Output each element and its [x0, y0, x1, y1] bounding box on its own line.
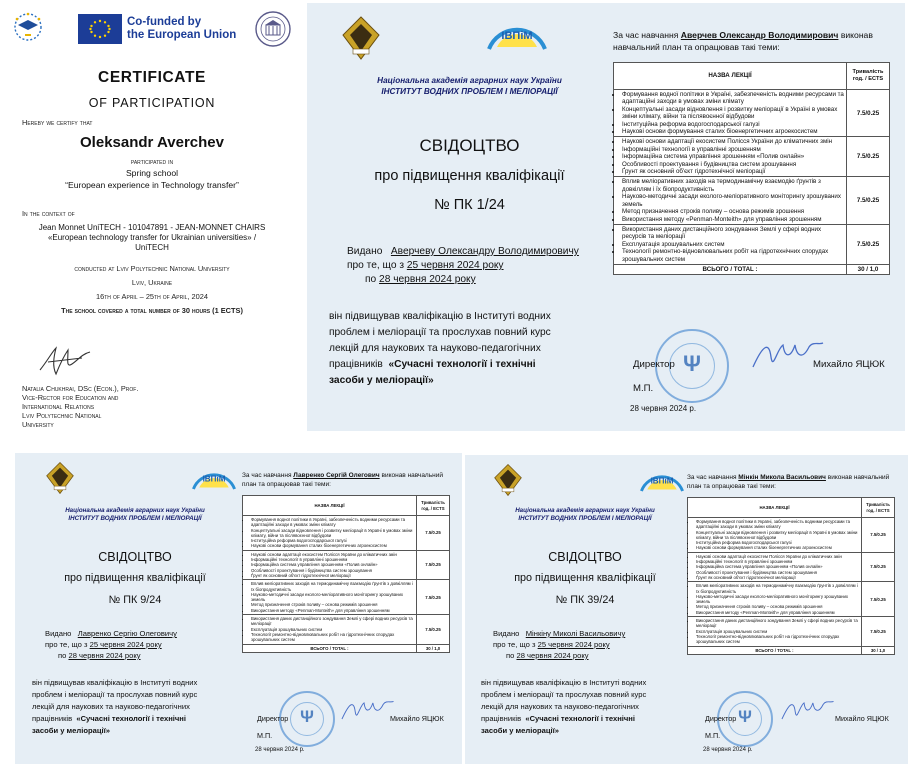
lecture-name-header: НАЗВА ЛЕКЦІЇ	[688, 498, 862, 518]
lecture-topics-cell	[614, 90, 847, 137]
list-item: • Ґрунт як основний об'єкт гідротехнічної меліорації	[622, 168, 845, 175]
list-item: • Інформаційна система управління зрошенням «Полив онлайн»	[251, 562, 415, 567]
list-item: • Наукові основи адаптації екосистем Полісся України до кліматичних змін	[696, 554, 860, 559]
certificate-purpose: про підвищення кваліфікації	[64, 572, 206, 584]
duration-cell: 7.5/0.25	[847, 177, 890, 224]
list-item: • Інституційна реформа водогосподарської галузі	[622, 121, 845, 128]
svg-text:ІВПіМ: ІВПіМ	[501, 30, 533, 42]
description-line-1: він підвищував кваліфікацію в Інституті водних	[481, 678, 647, 687]
table-row	[614, 177, 890, 224]
list-item: • Інституційна реформа водогосподарської галузі	[696, 540, 860, 545]
duration-cell: 7.5/0.25	[862, 518, 895, 553]
university-emblem-icon	[254, 10, 292, 48]
duration-header: Тривалість год. / ECTS	[417, 496, 450, 516]
duration-cell: 7.5/0.25	[862, 617, 895, 646]
table-row	[243, 580, 450, 615]
list-item: • Інституційна реформа водогосподарської галузі	[251, 538, 415, 543]
training-intro-topics: план та опрацював такі теми:	[242, 481, 331, 488]
course-title-a: «Сучасні технології і технічні	[525, 714, 636, 723]
naas-emblem-icon	[341, 15, 381, 61]
total-label: ВСЬОГО / TOTAL :	[688, 646, 862, 654]
certificate-subheading: OF PARTICIPATION	[88, 96, 216, 110]
lectures-table-header	[688, 498, 895, 518]
description-line-4-label: працівників	[32, 714, 73, 723]
participated-label: participated in	[130, 157, 174, 166]
training-intro	[242, 471, 452, 489]
signer-line-3: International Relations	[22, 402, 95, 411]
period-from-line	[347, 260, 504, 271]
svg-text:ІВПіМ: ІВПіМ	[650, 476, 674, 486]
dates-label: 16th of April – 25th of April, 2024	[96, 292, 208, 301]
qualification-certificate-1	[307, 3, 905, 431]
certificate-title: СВІДОЦТВО	[419, 136, 520, 155]
duration-cell: 7.5/0.25	[847, 224, 890, 264]
seal-label: М.П.	[257, 731, 273, 740]
training-intro-label: За час навчання	[613, 30, 679, 40]
list-item: • Інформаційні технології в управлінні зрошенням	[622, 146, 845, 153]
period-from-label: про те, що з	[45, 640, 88, 649]
table-row	[614, 90, 890, 137]
qualification-certificate-3	[465, 455, 908, 764]
iwpm-logo-icon	[189, 459, 239, 491]
table-row	[688, 518, 895, 553]
description-line-4-label: працівників	[329, 359, 383, 370]
list-item: • Експлуатація зрошувальних систем	[622, 241, 845, 248]
issued-label: Видано	[493, 629, 520, 638]
issued-line	[45, 629, 177, 638]
director-signature-icon	[337, 697, 397, 725]
list-item: • Наукові основи формування сталих біоенергетичних агроекосистем	[251, 543, 415, 548]
lecture-topics-cell	[614, 177, 847, 224]
table-row	[688, 617, 895, 646]
institute-name: ІНСТИТУТ ВОДНИХ ПРОБЛЕМ І МЕЛІОРАЦІЇ	[68, 515, 202, 522]
period-end-date: 28 червня 2024 року	[379, 274, 476, 285]
table-row	[614, 224, 890, 264]
period-from-line	[45, 640, 162, 649]
table-total-row	[243, 644, 450, 652]
training-intro-topics: план та опрацював такі теми:	[662, 42, 780, 52]
period-from-label: про те, що з	[493, 640, 536, 649]
trainee-name: Мінкін Микола Васильович	[738, 474, 826, 481]
list-item: • Ґрунт як основний об'єкт гідротехнічної меліорації	[696, 575, 860, 580]
project-line-1: Jean Monnet UniTECH - 101047891 - JEAN-MONNET CHAIRS	[38, 223, 266, 232]
description-line-4	[329, 357, 629, 373]
svg-text:ІВПіМ: ІВПіМ	[202, 474, 226, 484]
eu-stars-icon	[80, 16, 120, 42]
seal-label: М.П.	[705, 731, 721, 740]
training-intro	[687, 473, 899, 491]
seal-label: М.П.	[633, 383, 654, 394]
certificate-number: № ПК 9/24	[108, 594, 162, 606]
issued-line	[347, 246, 579, 257]
certificate-number: № ПК 39/24	[555, 594, 615, 606]
list-item: • Наукові основи формування сталих біоенергетичних агроекосистем	[622, 128, 845, 135]
list-item: • Метод призначення строків поливу – основа режимів зрошення	[251, 602, 415, 607]
lecture-topics-cell	[688, 518, 862, 553]
conducted-label: conducted at Lviv Polytechnic National University	[74, 264, 230, 273]
lecture-name-header: НАЗВА ЛЕКЦІЇ	[614, 63, 847, 90]
sign-date: 28 червня 2024 р.	[630, 404, 697, 413]
list-item: • Технології ремонтно-відновлювальних робіт на гідротехнічних спорудах зрошувальних систем	[696, 634, 860, 645]
list-item: • Наукові основи формування сталих біоенергетичних агроекосистем	[696, 545, 860, 550]
lecture-topics-cell	[688, 552, 862, 581]
course-title-a: «Сучасні технології і технічні	[76, 714, 187, 723]
school-title: “European experience in Technology transfer”	[65, 180, 239, 190]
list-item: • Використання даних дистанційного зондування Землі у сфері водних ресурсів та меліорації	[622, 226, 845, 241]
sign-date: 28 червня 2024 р.	[255, 747, 305, 753]
recipient-name: Мінкіну Миколі Васильовичу	[525, 629, 626, 638]
place-label: Lviv, Ukraine	[131, 278, 173, 287]
lecture-name-header: НАЗВА ЛЕКЦІЇ	[243, 496, 417, 516]
certificate-title: СВІДОЦТВО	[548, 550, 622, 564]
list-item: • Вплив меліоративних заходів на термодинамічну взаємодію ґрунтів з довкіллям і їх біопродуктивність	[251, 581, 415, 592]
trainee-name: Лавренко Сергій Олегович	[293, 472, 380, 479]
duration-cell: 7.5/0.25	[417, 615, 450, 644]
participation-certificate	[0, 0, 304, 436]
list-item: • Експлуатація зрошувальних систем	[251, 627, 415, 632]
list-item: • Науково-методичні засади еколого-меліоративного моніторингу зрошуваних земель	[696, 594, 860, 605]
list-item: • Технології ремонтно-відновлювальних робіт на гідротехнічних спорудах зрошувальних систем	[251, 632, 415, 643]
hours-label: The school covered a total number of 30 hours (1 ECTS)	[61, 306, 243, 315]
duration-cell: 7.5/0.25	[862, 582, 895, 617]
lectures-table-header	[614, 63, 890, 90]
certificate-heading: CERTIFICATE	[98, 69, 206, 86]
naas-emblem-icon	[45, 461, 75, 495]
project-line-2: «European technology transfer for Ukrainian universities» /	[47, 233, 257, 242]
list-item: • Ґрунт як основний об'єкт гідротехнічної меліорації	[251, 573, 415, 578]
lecture-topics-cell	[243, 516, 417, 551]
signer-line-1: Natalia Chukhrai, DSc (Econ.), Prof.	[22, 384, 139, 393]
sign-date: 28 червня 2024 р.	[703, 747, 753, 753]
duration-cell: 7.5/0.25	[847, 137, 890, 177]
context-label: In the context of	[22, 209, 75, 218]
list-item: • Формування водної політики в Україні, забезпеченість водними ресурсами та адаптаційні заходи в умовах зміни клімату	[622, 91, 845, 106]
table-row	[688, 582, 895, 617]
list-item: • Використання методу «Penman-Monteith» для управління зрошенням	[696, 610, 860, 615]
course-description	[481, 677, 706, 737]
list-item: • Інформаційні технології в управлінні зрошенням	[696, 559, 860, 564]
table-row	[243, 615, 450, 644]
issued-label: Видано	[347, 246, 383, 257]
period-to-label: по	[506, 651, 515, 660]
list-item: • Використання даних дистанційного зондування Землі у сфері водних ресурсів та меліорації	[696, 618, 860, 629]
table-row	[243, 550, 450, 579]
duration-header: Тривалість год. / ECTS	[847, 63, 890, 90]
director-name: Михайло ЯЦЮК	[813, 359, 885, 370]
institute-name: ІНСТИТУТ ВОДНИХ ПРОБЛЕМ І МЕЛІОРАЦІЇ	[518, 515, 652, 522]
recipient-name: Лавренко Сергію Олеговичу	[77, 629, 177, 638]
period-start-date: 25 червня 2024 року	[89, 640, 162, 649]
naas-emblem-icon	[493, 463, 523, 497]
training-intro	[613, 29, 893, 53]
director-label: Директор	[705, 714, 737, 723]
period-end-date: 28 червня 2024 року	[516, 651, 589, 660]
course-title-b: засоби у меліорації»	[481, 726, 559, 735]
lecture-topics-cell	[243, 580, 417, 615]
description-line-2: проблем і меліорації та прослухав повний курс	[481, 690, 647, 699]
list-item: • Вплив меліоративних заходів на термодинамічну взаємодію ґрунтів з довкіллям і їх біопродуктивність	[696, 583, 860, 594]
director-label: Директор	[257, 714, 289, 723]
lectures-table	[613, 62, 890, 275]
duration-cell: 7.5/0.25	[417, 580, 450, 615]
certificate-purpose: про підвищення кваліфікації	[374, 168, 565, 184]
list-item: • Метод призначення строків поливу – основа режимів зрошення	[696, 604, 860, 609]
certificate-purpose: про підвищення кваліфікації	[514, 572, 656, 584]
director-signature-icon	[777, 697, 837, 725]
lecture-topics-cell	[243, 550, 417, 579]
total-value: 30 / 1,0	[417, 644, 450, 652]
training-intro-label: За час навчання	[242, 472, 292, 479]
list-item: • Особливості проектування і будівництва систем зрошування	[696, 570, 860, 575]
description-line-1: він підвищував кваліфікацію в Інституті водних	[329, 311, 551, 322]
description-line-4	[32, 713, 257, 725]
list-item: • Формування водної політики в Україні, забезпеченість водними ресурсами та адаптаційні заходи в умовах зміни клімату	[696, 519, 860, 530]
list-item: • Технології ремонтно-відновлювальних робіт на гідротехнічних спорудах зрошувальних систем	[622, 248, 845, 263]
total-value: 30 / 1,0	[847, 264, 890, 274]
list-item: • Метод призначення строків поливу – основа режимів зрошення	[622, 208, 845, 215]
course-title-a: «Сучасні технології і технічні	[388, 359, 536, 370]
official-stamp-icon: Ψ	[717, 691, 773, 747]
training-intro-completed: виконав навчальний	[827, 474, 890, 481]
official-stamp-icon: Ψ	[655, 329, 729, 403]
list-item: • Концептуальні засади відновлення і розвитку меліорації в Україні в умовах зміни клімату, війни та післявоєнної відбудови	[696, 530, 860, 541]
list-item: • Інформаційні технології в управлінні зрошенням	[251, 557, 415, 562]
duration-header: Тривалість год. / ECTS	[862, 498, 895, 518]
list-item: • Концептуальні засади відновлення і розвитку меліорації в Україні в умовах зміни клімату, війни та післявоєнної відбудови	[251, 528, 415, 539]
lecture-topics-cell	[614, 137, 847, 177]
school-type: Spring school	[125, 168, 179, 178]
list-item: • Використання методу «Penman-Monteith» для управління зрошенням	[622, 216, 845, 223]
description-line-2: проблем і меліорації та прослухав повний курс	[329, 327, 551, 338]
iwpm-logo-icon	[637, 461, 687, 493]
description-line-1: він підвищував кваліфікацію в Інституті водних	[32, 678, 198, 687]
description-line-2: проблем і меліорації та прослухав повний курс	[32, 690, 198, 699]
table-total-row	[614, 264, 890, 274]
period-end-date: 28 червня 2024 року	[68, 651, 141, 660]
period-to-line	[58, 651, 141, 660]
description-line-3: лекцій для наукових та науково-педагогічних	[481, 702, 639, 711]
list-item: • Наукові основи адаптації екосистем Полісся України до кліматичних змін	[251, 552, 415, 557]
list-item: • Інформаційна система управління зрошенням «Полив онлайн»	[622, 153, 845, 160]
table-row	[688, 552, 895, 581]
duration-cell: 7.5/0.25	[417, 550, 450, 579]
course-description	[329, 309, 629, 389]
training-intro-completed: виконав навчальний	[381, 472, 443, 479]
course-title-b: засоби у меліорації»	[32, 726, 110, 735]
period-to-label: по	[58, 651, 67, 660]
description-line-3: лекцій для наукових та науково-педагогічних	[329, 343, 541, 354]
certificate-number: № ПК 1/24	[434, 197, 505, 213]
duration-cell: 7.5/0.25	[417, 516, 450, 551]
lectures-table	[687, 497, 895, 655]
period-to-line	[365, 274, 476, 285]
signer-line-2: Vice-Rector for Education and	[22, 393, 119, 402]
signer-line-5: University	[22, 420, 54, 429]
official-stamp-icon: Ψ	[279, 691, 335, 747]
institute-name: ІНСТИТУТ ВОДНИХ ПРОБЛЕМ І МЕЛІОРАЦІЇ	[381, 87, 558, 96]
list-item: • Формування водної політики в Україні, забезпеченість водними ресурсами та адаптаційні заходи в умовах зміни клімату	[251, 517, 415, 528]
director-name: Михайло ЯЦЮК	[835, 714, 889, 723]
list-item: • Експлуатація зрошувальних систем	[696, 629, 860, 634]
training-intro-label: За час навчання	[687, 474, 737, 481]
period-from-label: про те, що з	[347, 260, 404, 271]
list-item: • Інформаційна система управління зрошенням «Полив онлайн»	[696, 564, 860, 569]
period-start-date: 25 червня 2024 року	[537, 640, 610, 649]
eu-cofunded-label: Co-funded by the European Union	[127, 16, 237, 41]
duration-cell: 7.5/0.25	[862, 552, 895, 581]
description-line-4-label: працівників	[481, 714, 522, 723]
list-item: • Концептуальні засади відновлення і розвитку меліорації в Україні в умовах зміни клімату, війни та післявоєнної відбудови	[622, 106, 845, 121]
iwpm-logo-icon	[483, 9, 551, 51]
list-item: • Використання методу «Penman-Monteith» для управління зрошенням	[251, 608, 415, 613]
period-from-line	[493, 640, 610, 649]
total-value: 30 / 1,0	[862, 646, 895, 654]
school-logo-icon	[8, 10, 48, 46]
signer-line-4: Lviv Polytechnic National	[22, 411, 102, 420]
list-item: • Особливості проектування і будівництва систем зрошування	[251, 568, 415, 573]
table-row	[243, 516, 450, 551]
trainee-name: Аверчев Олександр Володимирович	[680, 30, 839, 40]
director-label: Директор	[633, 359, 675, 370]
participant-name: Oleksandr Averchev	[80, 134, 224, 151]
lecture-topics-cell	[688, 582, 862, 617]
director-name: Михайло ЯЦЮК	[390, 714, 444, 723]
period-to-line	[506, 651, 589, 660]
academy-name: Національна академія аграрних наук України	[515, 507, 655, 514]
list-item: • Використання даних дистанційного зондування Землі у сфері водних ресурсів та меліорації	[251, 616, 415, 627]
list-item: • Вплив меліоративних заходів на термодинамічну взаємодію ґрунтів з довкіллям і їх біопродуктивність	[622, 178, 845, 193]
description-line-4	[481, 713, 706, 725]
description-line-3: лекцій для наукових та науково-педагогічних	[32, 702, 190, 711]
lecture-topics-cell	[688, 617, 862, 646]
course-title-b: засоби у меліорації»	[329, 375, 434, 386]
training-intro-completed: виконав навчальний	[613, 30, 873, 52]
list-item: • Науково-методичні засади еколого-меліоративного моніторингу зрошуваних земель	[622, 193, 845, 208]
signature-icon	[34, 340, 98, 380]
course-description	[32, 677, 257, 737]
total-label: ВСЬОГО / TOTAL :	[614, 264, 847, 274]
issued-line	[493, 629, 625, 638]
recipient-name: Аверчеву Олександру Володимировичу	[390, 246, 579, 257]
academy-name: Національна академія аграрних наук України	[65, 507, 205, 514]
list-item: • Особливості проектування і будівництва систем зрошування	[622, 161, 845, 168]
total-label: ВСЬОГО / TOTAL :	[243, 644, 417, 652]
qualification-certificate-2	[15, 453, 462, 764]
certificate-title: СВІДОЦТВО	[98, 550, 172, 564]
hereby-label: Hereby we certify that	[22, 118, 93, 127]
lectures-table-header	[243, 496, 450, 516]
table-row	[614, 137, 890, 177]
table-total-row	[688, 646, 895, 654]
academy-name: Національна академія аграрних наук України	[377, 76, 562, 85]
list-item: • Наукові основи адаптації екосистем Полісся України до кліматичних змін	[622, 138, 845, 145]
lecture-topics-cell	[614, 224, 847, 264]
duration-cell: 7.5/0.25	[847, 90, 890, 137]
lecture-topics-cell	[243, 615, 417, 644]
list-item: • Науково-методичні засади еколого-меліоративного моніторингу зрошуваних земель	[251, 592, 415, 603]
issued-label: Видано	[45, 629, 72, 638]
period-to-label: по	[365, 274, 377, 285]
period-start-date: 25 червня 2024 року	[406, 260, 504, 271]
lectures-table	[242, 495, 450, 653]
project-line-3: UniTECH	[135, 243, 169, 252]
training-intro-topics: план та опрацював такі теми:	[687, 483, 776, 490]
